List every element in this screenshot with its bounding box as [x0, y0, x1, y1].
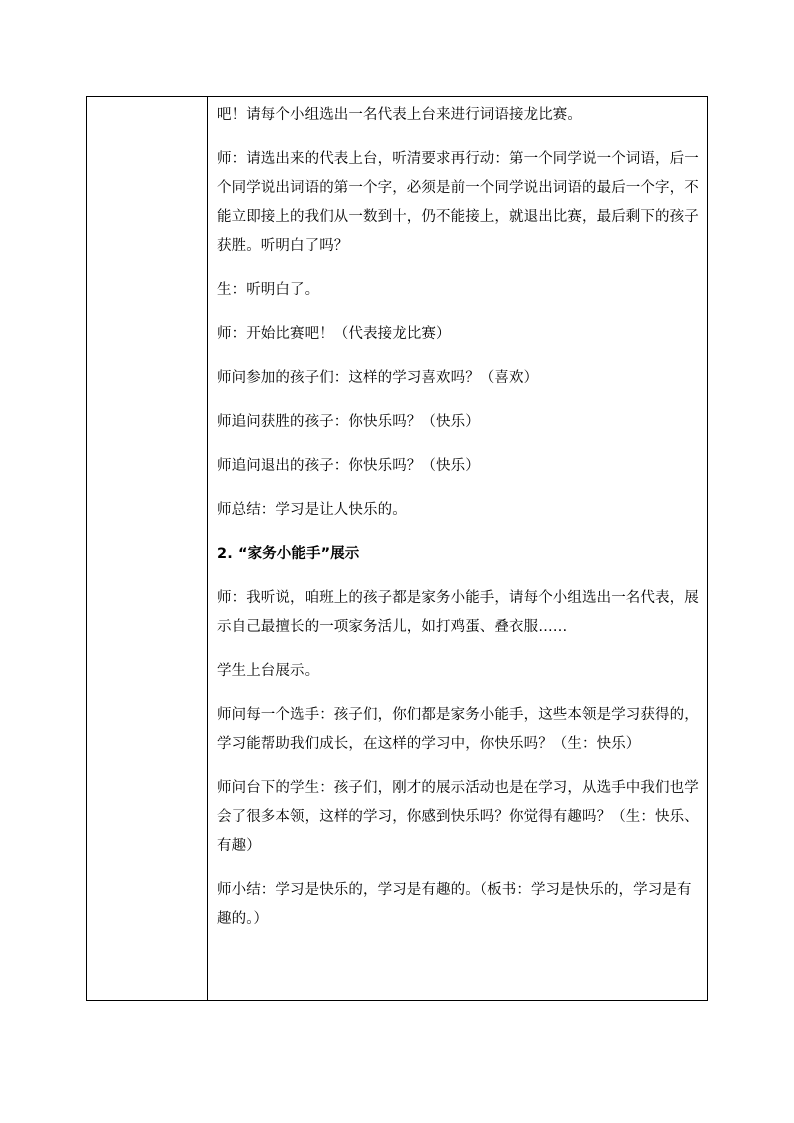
paragraph-relay-intro: 吧！请每个小组选出一名代表上台来进行词语接龙比赛。 [217, 107, 582, 123]
paragraph-start-game: 师：开始比赛吧！（代表接龙比赛） [217, 326, 451, 342]
paragraph-student-reply: 生：听明白了。 [217, 282, 320, 298]
table-left-cell [87, 97, 208, 1000]
paragraph-ask-audience: 师问台下的学生：孩子们，刚才的展示活动也是在学习，从选手中我们也学会了很多本领，这样的学习，你感到快乐吗？你觉得有趣吗？（生：快乐、有趣） [217, 780, 699, 854]
paragraph-summary: 师总结：学习是让人快乐的。 [217, 502, 407, 518]
paragraph-relay-rules: 师：请选出来的代表上台，听清要求再行动：第一个同学说一个词语，后一个同学说出词语的第一个字，必须是前一个同学说出词语的最后一个字，不能立即接上的我们从一数到十，仍不能接上，就退出比赛，最后剩下的孩子获胜。听明白了吗？ [217, 151, 699, 254]
paragraph-housework-intro: 师：我听说，咱班上的孩子都是家务小能手，请每个小组选出一名代表，展示自己最擅长的一项家务活儿，如打鸡蛋、叠衣服…… [217, 590, 699, 635]
paragraph-ask-winner: 师追问获胜的孩子：你快乐吗？（快乐） [217, 414, 480, 430]
paragraph-students-show: 学生上台展示。 [217, 663, 320, 679]
paragraph-ask-contestants: 师问每一个选手：孩子们，你们都是家务小能手，这些本领是学习获得的，学习能帮助我们成长，在这样的学习中，你快乐吗？（生：快乐） [217, 707, 699, 752]
table-right-cell [208, 97, 707, 1000]
lesson-table [86, 96, 708, 1001]
section-heading-housework: 2. “家务小能手”展示 [217, 546, 360, 562]
paragraph-ask-participants: 师问参加的孩子们：这样的学习喜欢吗？（喜欢） [217, 370, 539, 386]
paragraph-ask-eliminated: 师追问退出的孩子：你快乐吗？（快乐） [217, 458, 480, 474]
paragraph-conclusion: 师小结：学习是快乐的，学习是有趣的。（板书：学习是快乐的，学习是有趣的。） [217, 882, 692, 927]
